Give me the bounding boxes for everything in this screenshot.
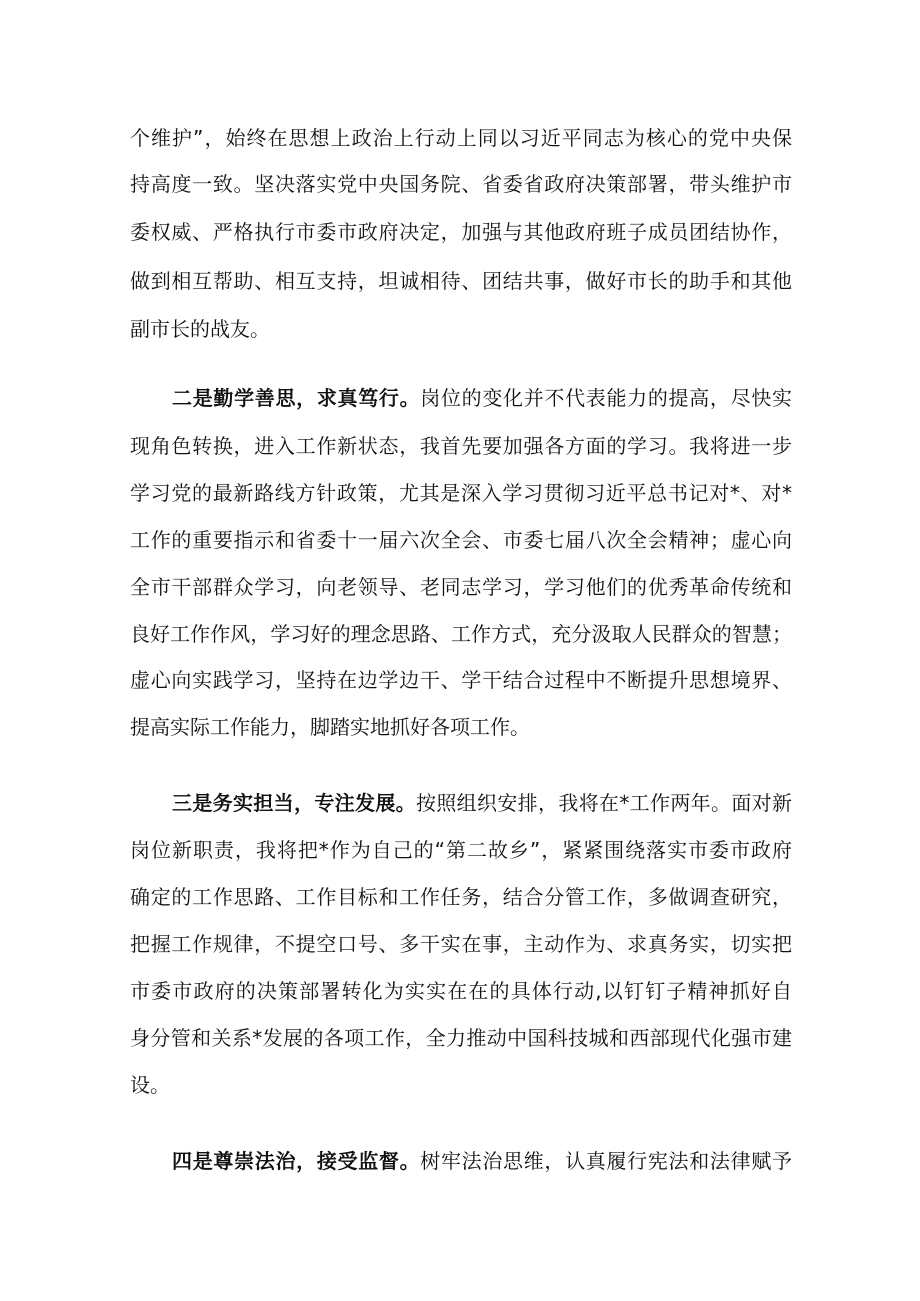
- text-line: 持高度一致。坚决落实党中央国务院、省委省政府决策部署，带头维护市: [130, 172, 792, 196]
- paragraph-heading: 三是务实担当，专注发展。: [172, 791, 416, 815]
- text-line: [172, 1149, 792, 1173]
- text-line: [172, 386, 792, 410]
- text-line: 设。: [130, 1073, 170, 1097]
- text-line: 个维护”，始终在思想上政治上行动上同以习近平同志为核心的党中央保: [130, 126, 792, 150]
- text-line: 做到相互帮助、相互支持，坦诚相待、团结共事，做好市长的助手和其他: [130, 269, 792, 293]
- text-line: 工作的重要指示和省委十一届六次全会、市委七届八次全会精神；虚心向: [130, 528, 792, 552]
- paragraph-heading: 二是勤学善思，求真笃行。: [172, 386, 421, 410]
- text-line: 委权威、严格执行市委市政府决定，加强与其他政府班子成员团结协作，: [130, 220, 792, 244]
- text-line: 身分管和关系*发展的各项工作，全力推动中国科技城和西部现代化强市建: [130, 1026, 792, 1050]
- text-span: 按照组织安排，我将在*工作两年。面对新: [416, 791, 792, 815]
- text-line: [172, 791, 792, 815]
- text-line: 市委市政府的决策部署转化为实实在在的具体行动,以钉钉子精神抓好自: [130, 979, 792, 1003]
- text-line: 现角色转换，进入工作新状态，我首先要加强各方面的学习。我将进一步: [130, 434, 792, 458]
- text-line: 确定的工作思路、工作目标和工作任务，结合分管工作，多做调查研究，: [130, 885, 792, 909]
- text-line: 良好工作作风，学习好的理念思路、工作方式，充分汲取人民群众的智慧；: [130, 622, 792, 646]
- text-line: 虚心向实践学习，坚持在边学边干、学干结合过程中不断提升思想境界、: [130, 668, 792, 692]
- text-line: 全市干部群众学习，向老领导、老同志学习，学习他们的优秀革命传统和: [130, 575, 792, 599]
- text-span: 树牢法治思维，认真履行宪法和法律赋予: [420, 1149, 793, 1173]
- text-line: 副市长的战友。: [130, 317, 270, 341]
- text-line: 提高实际工作能力，脚踏实地抓好各项工作。: [130, 715, 530, 739]
- text-span: 岗位的变化并不代表能力的提高，尽快实: [420, 386, 793, 410]
- paragraph-heading: 四是尊崇法治，接受监督。: [172, 1149, 421, 1173]
- text-line: 把握工作规律，不提空口号、多干实在事，主动作为、求真务实，切实把: [130, 932, 792, 956]
- text-line: 学习党的最新路线方针政策，尤其是深入学习贯彻习近平总书记对*、对*: [130, 481, 792, 505]
- text-line: 岗位新职责，我将把*作为自己的“第二故乡”，紧紧围绕落实市委市政府: [130, 838, 792, 862]
